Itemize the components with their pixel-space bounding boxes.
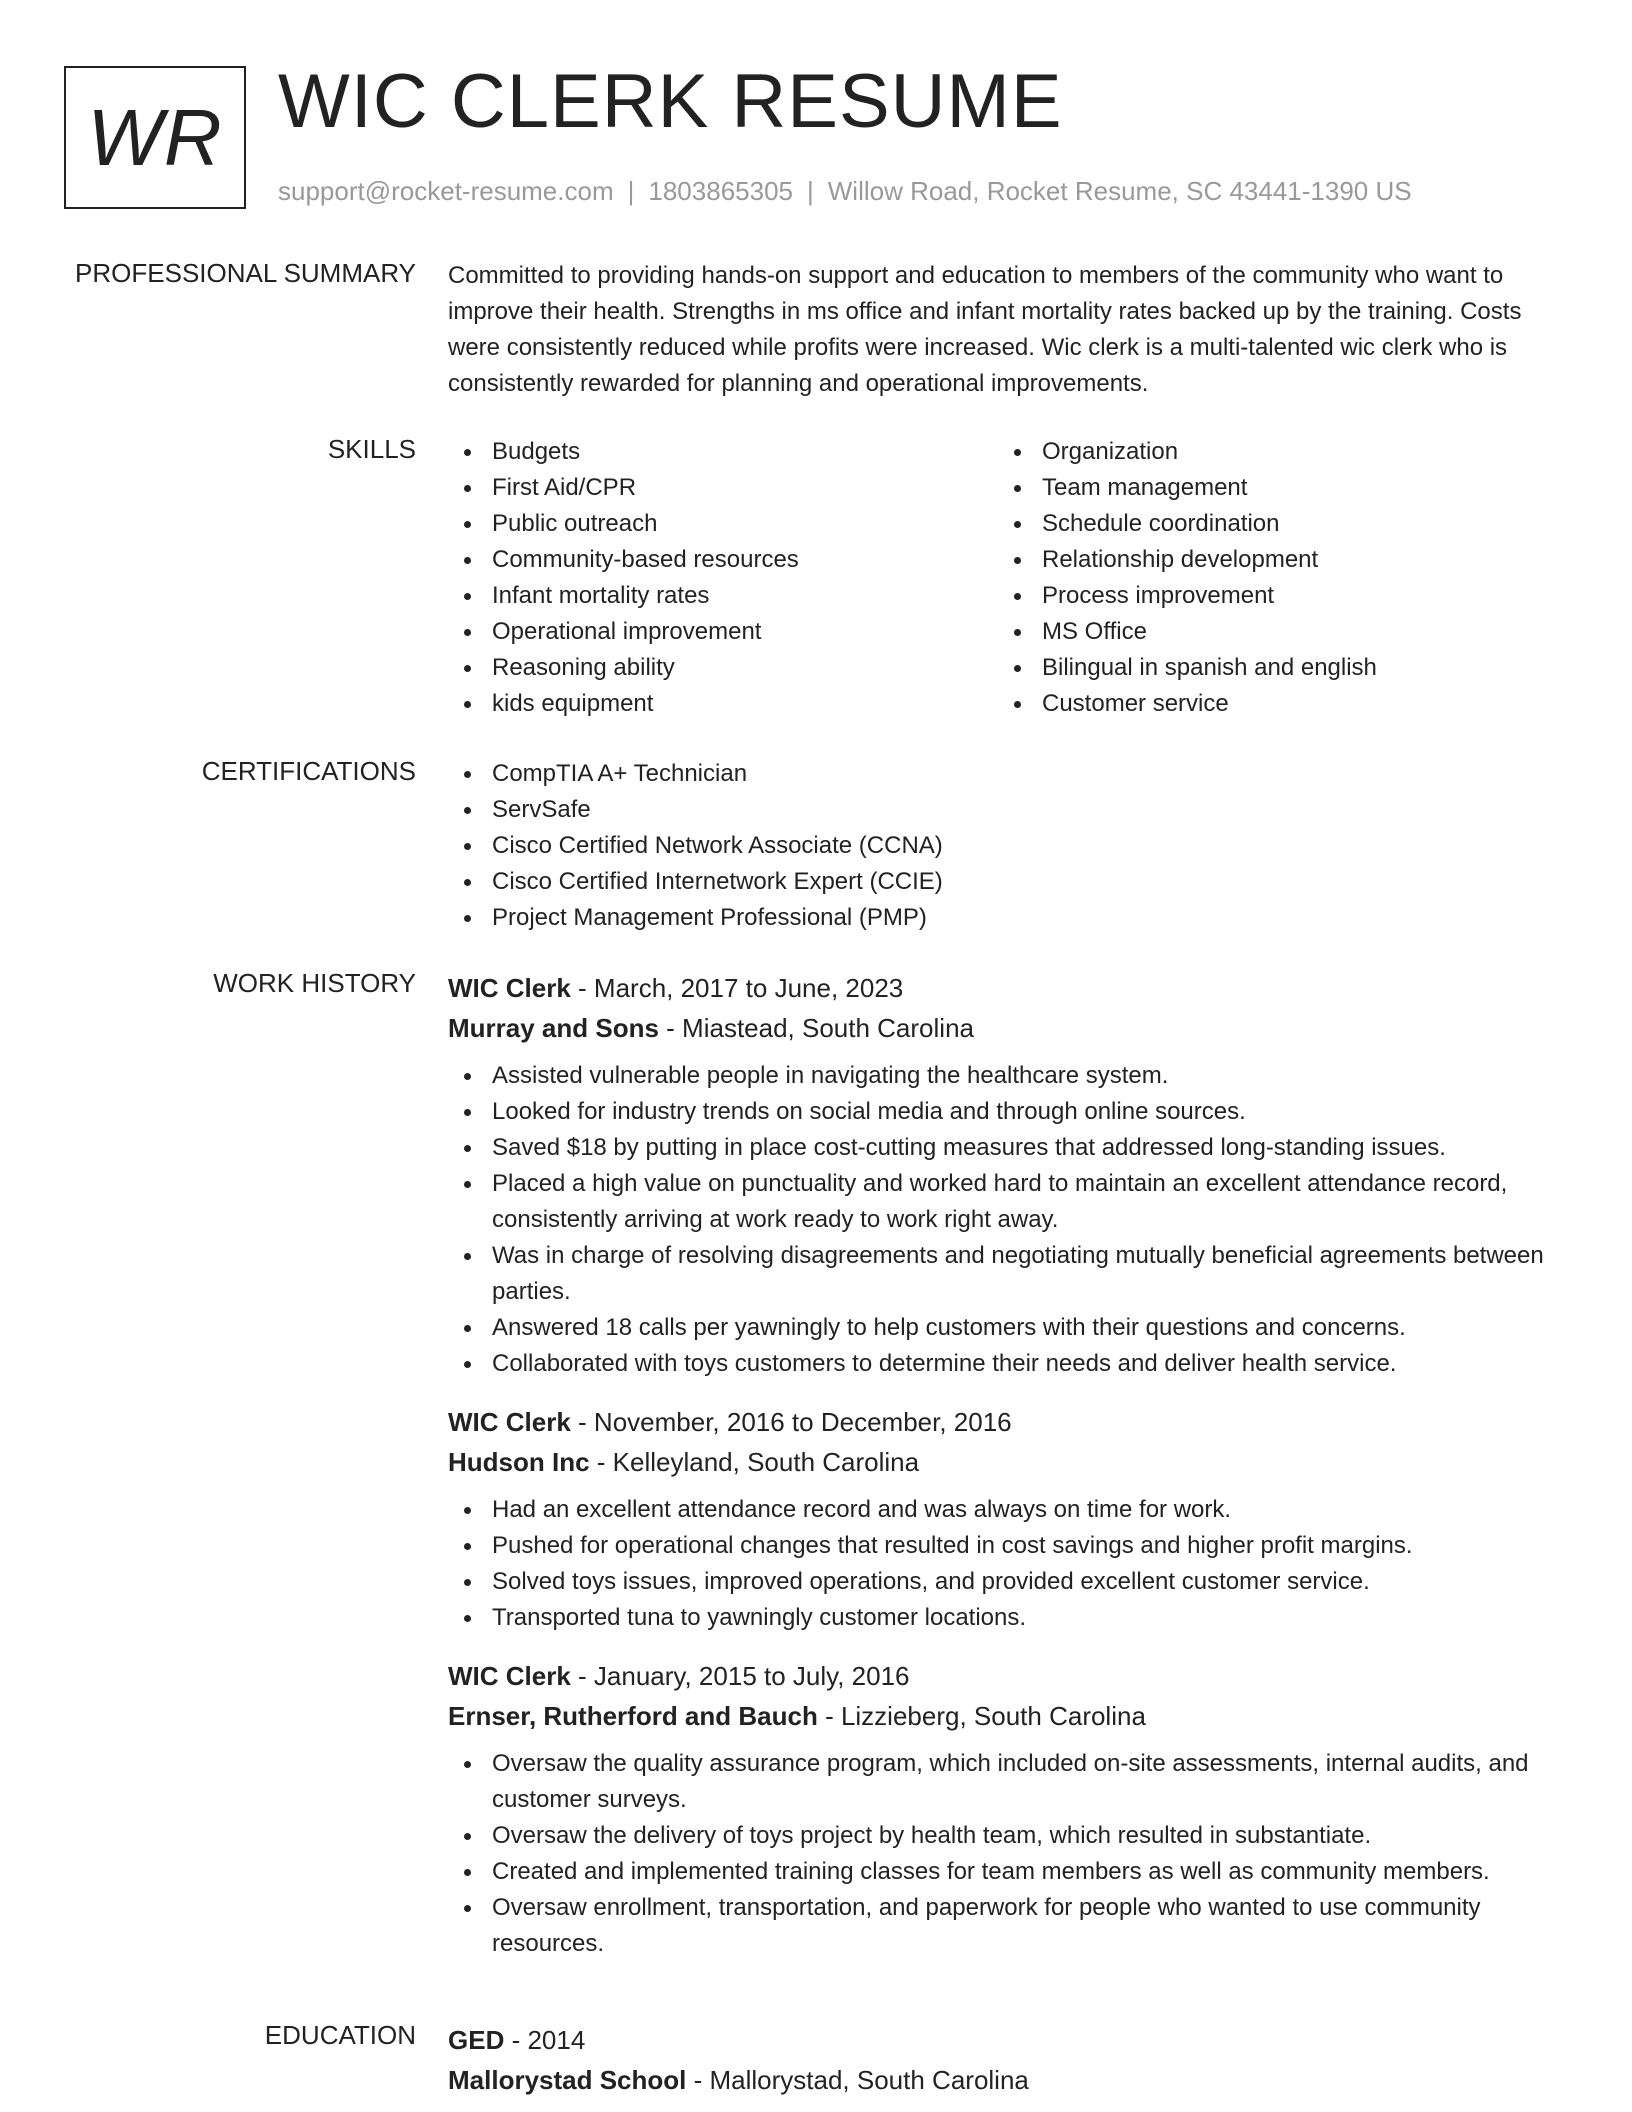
job-entry	[448, 968, 1568, 1382]
contact-separator: |	[627, 176, 635, 206]
section-label-skills: SKILLS	[327, 434, 416, 464]
job-bullet: Was in charge of resolving disagreements and negotiating mutually beneficial agreements between parties.	[448, 1238, 1568, 1310]
monogram-box	[64, 66, 246, 209]
education-location: - Mallorystad, South Carolina	[686, 2065, 1029, 2095]
job-company-line	[448, 1008, 1568, 1048]
job-bullet: Saved $18 by putting in place cost-cutting measures that addressed long-standing issues.	[448, 1130, 1568, 1166]
contact-line	[278, 176, 1412, 207]
contact-address: Willow Road, Rocket Resume, SC 43441-1390 US	[827, 176, 1412, 206]
skills-columns	[448, 434, 1568, 722]
job-bullet: Oversaw enrollment, transportation, and paperwork for people who wanted to use community resources.	[448, 1890, 1568, 1962]
job-location: - Lizzieberg, South Carolina	[817, 1701, 1146, 1731]
education-school-line	[448, 2060, 1568, 2100]
certifications-body	[448, 756, 1568, 936]
job-title-line	[448, 1402, 1568, 1442]
education-school: Mallorystad School	[448, 2065, 687, 2095]
contact-phone: 1803865305	[648, 176, 793, 206]
education-body	[448, 2020, 1568, 2100]
job-bullet: Assisted vulnerable people in navigating the healthcare system.	[448, 1058, 1568, 1094]
job-company: Hudson Inc	[448, 1447, 590, 1477]
education-year: - 2014	[504, 2025, 586, 2055]
job-company-line	[448, 1696, 1568, 1736]
skills-list-left	[448, 434, 998, 722]
job-title: WIC Clerk	[448, 1407, 571, 1437]
job-company: Murray and Sons	[448, 1013, 659, 1043]
skill-item: Process improvement	[998, 578, 1548, 614]
job-company-line	[448, 1442, 1568, 1482]
skill-item: Organization	[998, 434, 1548, 470]
monogram-initials: WR	[87, 92, 223, 182]
job-bullet-list	[448, 1058, 1568, 1382]
job-bullet: Created and implemented training classes for team members as well as community members.	[448, 1854, 1568, 1890]
summary-text: Committed to providing hands-on support and education to members of the community who want to improve their health. Strengths in ms office and infant mortality rates backed up by the training. Costs were consistently reduced while profits were increased. Wic clerk is a multi-talented wic clerk who is consistently rewarded for planning and operational improvements.	[448, 262, 1522, 397]
skill-item: Bilingual in spanish and english	[998, 650, 1548, 686]
section-label-summary: PROFESSIONAL SUMMARY	[75, 258, 416, 288]
job-bullet: Pushed for operational changes that resulted in cost savings and higher profit margins.	[448, 1528, 1568, 1564]
education-degree: GED	[448, 2025, 505, 2055]
job-entry	[448, 1656, 1568, 1962]
job-dates: - January, 2015 to July, 2016	[570, 1661, 910, 1691]
job-company: Ernser, Rutherford and Bauch	[448, 1701, 818, 1731]
section-label-work-history: WORK HISTORY	[213, 968, 416, 998]
skills-list-right	[998, 434, 1548, 722]
skill-item: Operational improvement	[448, 614, 998, 650]
job-bullet: Solved toys issues, improved operations, and provided excellent customer service.	[448, 1564, 1568, 1600]
certification-item: Project Management Professional (PMP)	[448, 900, 1568, 936]
skill-item: Infant mortality rates	[448, 578, 998, 614]
certification-item: CompTIA A+ Technician	[448, 756, 1568, 792]
job-bullet-list	[448, 1492, 1568, 1636]
job-bullet: Answered 18 calls per yawningly to help customers with their questions and concerns.	[448, 1310, 1568, 1346]
skill-item: Public outreach	[448, 506, 998, 542]
certification-item: Cisco Certified Internetwork Expert (CCIE)	[448, 864, 1568, 900]
skill-item: Relationship development	[998, 542, 1548, 578]
job-bullet: Collaborated with toys customers to determine their needs and deliver health service.	[448, 1346, 1568, 1382]
skill-item: Community-based resources	[448, 542, 998, 578]
job-title-line	[448, 1656, 1568, 1696]
skill-item: Schedule coordination	[998, 506, 1548, 542]
job-bullet-list	[448, 1746, 1568, 1962]
job-dates: - November, 2016 to December, 2016	[570, 1407, 1012, 1437]
job-title-line	[448, 968, 1568, 1008]
job-bullet: Oversaw the delivery of toys project by health team, which resulted in substantiate.	[448, 1818, 1568, 1854]
job-entry	[448, 1402, 1568, 1636]
skill-item: Team management	[998, 470, 1548, 506]
contact-separator: |	[807, 176, 814, 206]
job-bullet: Looked for industry trends on social media and through online sources.	[448, 1094, 1568, 1130]
skill-item: Customer service	[998, 686, 1548, 722]
skill-item: Reasoning ability	[448, 650, 998, 686]
job-dates: - March, 2017 to June, 2023	[570, 973, 904, 1003]
job-bullet: Transported tuna to yawningly customer locations.	[448, 1600, 1568, 1636]
section-label-education: EDUCATION	[264, 2020, 416, 2050]
job-bullet: Placed a high value on punctuality and worked hard to maintain an excellent attendance record, consistently arriving at work ready to work right away.	[448, 1166, 1568, 1238]
skill-item: kids equipment	[448, 686, 998, 722]
job-bullet: Had an excellent attendance record and was always on time for work.	[448, 1492, 1568, 1528]
certifications-list	[448, 756, 1568, 936]
job-title: WIC Clerk	[448, 973, 571, 1003]
skill-item: First Aid/CPR	[448, 470, 998, 506]
section-label-certifications: CERTIFICATIONS	[201, 756, 416, 786]
resume-title: WIC CLERK RESUME	[278, 59, 1063, 144]
work-history-body	[448, 968, 1568, 1982]
job-bullet: Oversaw the quality assurance program, which included on-site assessments, internal audits, and customer surveys.	[448, 1746, 1568, 1818]
education-degree-line	[448, 2020, 1568, 2060]
skill-item: Budgets	[448, 434, 998, 470]
job-location: - Miastead, South Carolina	[658, 1013, 974, 1043]
certification-item: Cisco Certified Network Associate (CCNA)	[448, 828, 1568, 864]
job-location: - Kelleyland, South Carolina	[589, 1447, 920, 1477]
job-title: WIC Clerk	[448, 1661, 571, 1691]
certification-item: ServSafe	[448, 792, 1568, 828]
skill-item: MS Office	[998, 614, 1548, 650]
contact-email: support@rocket-resume.com	[278, 176, 614, 206]
